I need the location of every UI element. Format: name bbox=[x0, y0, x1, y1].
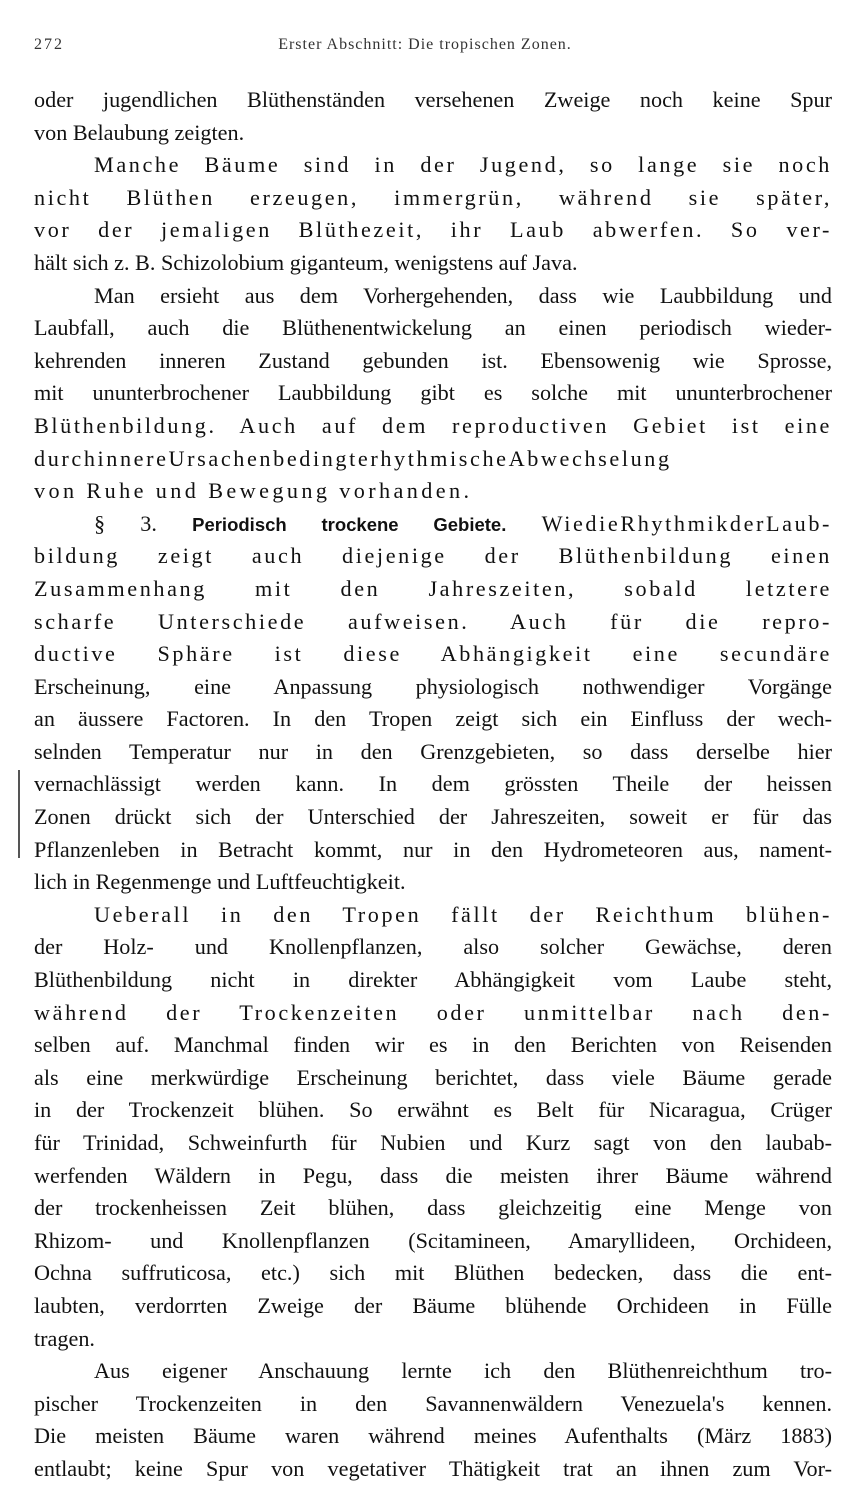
text-line: der Holz- und Knollenpflanzen, also solcher Gewächse, deren bbox=[34, 934, 832, 960]
text-line: tragen. bbox=[34, 1325, 95, 1351]
text-line: für Trinidad, Schweinfurth für Nubien und Kurz sagt von den laubab- bbox=[34, 1130, 832, 1155]
page-header bbox=[34, 36, 816, 58]
text-line: lich in Regenmenge und Luftfeuchtigkeit. bbox=[34, 869, 406, 895]
text-line: an äussere Factoren. In den Tropen zeigt sich ein Einfluss der wech- bbox=[34, 706, 832, 732]
text-line: oder jugendlichen Blüthenständen versehenen Zweige noch keine Spur bbox=[34, 87, 832, 112]
text-line: in der Trockenzeit blühen. So erwähnt es Belt für Nicaragua, Crüger bbox=[34, 1097, 832, 1123]
running-title: Erster Abschnitt: Die tropischen Zonen. bbox=[278, 36, 572, 53]
text-line: Laubfall, auch die Blüthenentwickelung an einen periodisch wieder- bbox=[34, 315, 832, 341]
margin-mark bbox=[18, 770, 20, 858]
text-line: Blüthenbildung nicht in direkter Abhängigkeit vom Laube steht, bbox=[34, 967, 832, 993]
section-line bbox=[34, 508, 832, 541]
section-heading: Periodisch trockene Gebiete. bbox=[192, 513, 507, 535]
text-line: Blüthenbildung. Auch auf dem reproductiven Gebiet ist eine bbox=[34, 412, 832, 438]
text-line: werfenden Wäldern in Pegu, dass die meisten ihrer Bäume während bbox=[34, 1162, 832, 1188]
text-line: kehrenden inneren Zustand gebunden ist. Ebensowenig wie Sprosse, bbox=[34, 347, 832, 373]
text-line: pischer Trockenzeiten in den Savannenwäldern Venezuela's kennen. bbox=[34, 1390, 832, 1416]
text-line: Die meisten Bäume waren während meines Aufenthalts (März 1883) bbox=[34, 1423, 832, 1449]
text-line: Pflanzenleben in Betracht kommt, nur in den Hydrometeoren aus, nament- bbox=[34, 836, 832, 862]
text-line: von Ruhe und Bewegung vorhanden. bbox=[34, 478, 473, 504]
text-line: Manche Bäume sind in der Jugend, so lange sie noch bbox=[94, 152, 832, 178]
text-line: Man ersieht aus dem Vorhergehenden, dass wie Laubbildung und bbox=[94, 282, 832, 308]
text-line: als eine merkwürdige Erscheinung berichtet, dass viele Bäume gerade bbox=[34, 1064, 832, 1090]
text-line: Ueberall in den Tropen fällt der Reichthum blühen- bbox=[94, 901, 832, 927]
text-line: durchinnereUrsachenbedingterhythmischeAbwechselung bbox=[34, 445, 672, 471]
text-line: von Belaubung zeigten. bbox=[34, 119, 245, 145]
text-line: der trockenheissen Zeit blühen, dass gleichzeitig eine Menge von bbox=[34, 1195, 832, 1221]
text-line: Erscheinung, eine Anpassung physiologisch nothwendiger Vorgänge bbox=[34, 673, 832, 699]
text-line: vernachlässigt werden kann. In dem grössten Theile der heissen bbox=[34, 771, 832, 797]
text-line: mit ununterbrochener Laubbildung gibt es solche mit ununterbrochener bbox=[34, 380, 832, 406]
text-line: Zonen drückt sich der Unterschied der Jahreszeiten, soweit er für das bbox=[34, 804, 832, 830]
text-line: scharfe Unterschiede aufweisen. Auch für die repro- bbox=[34, 608, 832, 634]
text-line: Aus eigener Anschauung lernte ich den Blüthenreichthum tro- bbox=[94, 1358, 832, 1384]
text-line: selnden Temperatur nur in den Grenzgebieten, so dass derselbe hier bbox=[34, 738, 832, 764]
text-line: Ochna suffruticosa, etc.) sich mit Blüthen bedecken, dass die ent- bbox=[34, 1260, 832, 1286]
section-number: § 3. bbox=[94, 510, 157, 536]
text-line: nicht Blüthen erzeugen, immergrün, während sie später, bbox=[34, 184, 832, 210]
body-text bbox=[34, 84, 832, 1486]
text-line: laubten, verdorrten Zweige der Bäume blühende Orchideen in Fülle bbox=[34, 1292, 832, 1318]
text-line: Rhizom- und Knollenpflanzen (Scitamineen, Amaryllideen, Orchideen, bbox=[34, 1227, 832, 1253]
text-line: Zusammenhang mit den Jahreszeiten, sobald letztere bbox=[34, 575, 832, 601]
text-line: während der Trockenzeiten oder unmittelbar nach den- bbox=[34, 999, 832, 1025]
text-line: selben auf. Manchmal finden wir es in den Berichten von Reisenden bbox=[34, 1032, 832, 1058]
text-line: vor der jemaligen Blüthezeit, ihr Laub abwerfen. So ver- bbox=[34, 217, 832, 243]
page-number: 272 bbox=[34, 36, 64, 53]
text-line: bildung zeigt auch diejenige der Blüthenbildung einen bbox=[34, 543, 832, 569]
text-line: entlaubt; keine Spur von vegetativer Thätigkeit trat an ihnen zum Vor- bbox=[34, 1455, 832, 1481]
text-line: WiedieRhythmikderLaub- bbox=[541, 510, 832, 536]
text-line: hält sich z. B. Schizolobium giganteum, wenigstens auf Java. bbox=[34, 249, 578, 275]
text-line: ductive Sphäre ist diese Abhängigkeit eine secundäre bbox=[34, 641, 832, 667]
